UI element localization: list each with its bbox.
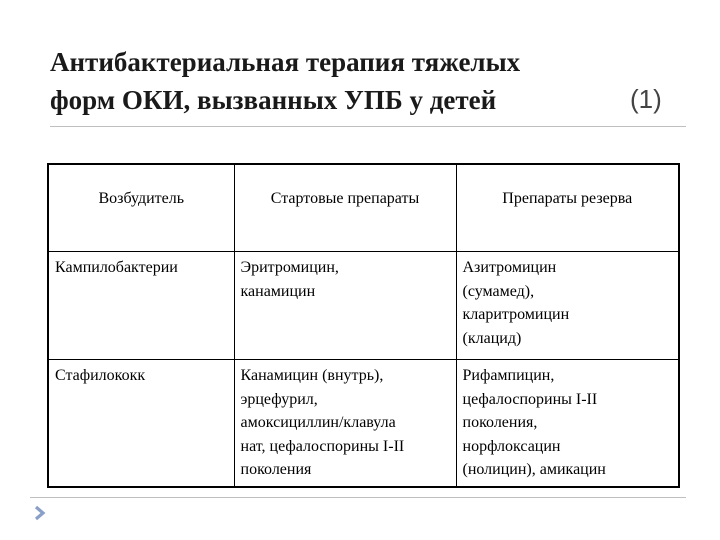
header-reserve-drugs: Препараты резерва <box>456 164 679 252</box>
chevron-right-icon <box>32 505 48 521</box>
header-pathogen: Возбудитель <box>48 164 234 252</box>
slide-title-line-1: Антибактериальная терапия тяжелых <box>50 47 521 77</box>
footer-divider <box>30 497 686 498</box>
slide-title-line-2: форм ОКИ, вызванных УПБ у детей <box>50 85 497 115</box>
cell-pathogen: Кампилобактерии <box>48 252 234 360</box>
cell-start-drugs: Канамицин (внутрь), эрцефурил, амоксициллин/клавула нат, цефалоспорины I-II поколения <box>234 360 456 487</box>
cell-start-drugs: Эритромицин, канамицин <box>234 252 456 360</box>
cell-reserve-drugs: Рифампицин, цефалоспорины I-II поколения, норфлоксацин (нолицин), амикацин <box>456 360 679 487</box>
table-row <box>48 360 679 487</box>
antibiotic-table <box>47 163 680 488</box>
table-row <box>48 252 679 360</box>
title-divider <box>50 126 686 127</box>
cell-pathogen: Стафилококк <box>48 360 234 487</box>
slide-title <box>50 43 610 119</box>
header-start-drugs: Стартовые препараты <box>234 164 456 252</box>
cell-reserve-drugs: Азитромицин (сумамед), кларитромицин (клацид) <box>456 252 679 360</box>
slide-number: (1) <box>630 84 662 114</box>
table-header-row <box>48 164 679 252</box>
